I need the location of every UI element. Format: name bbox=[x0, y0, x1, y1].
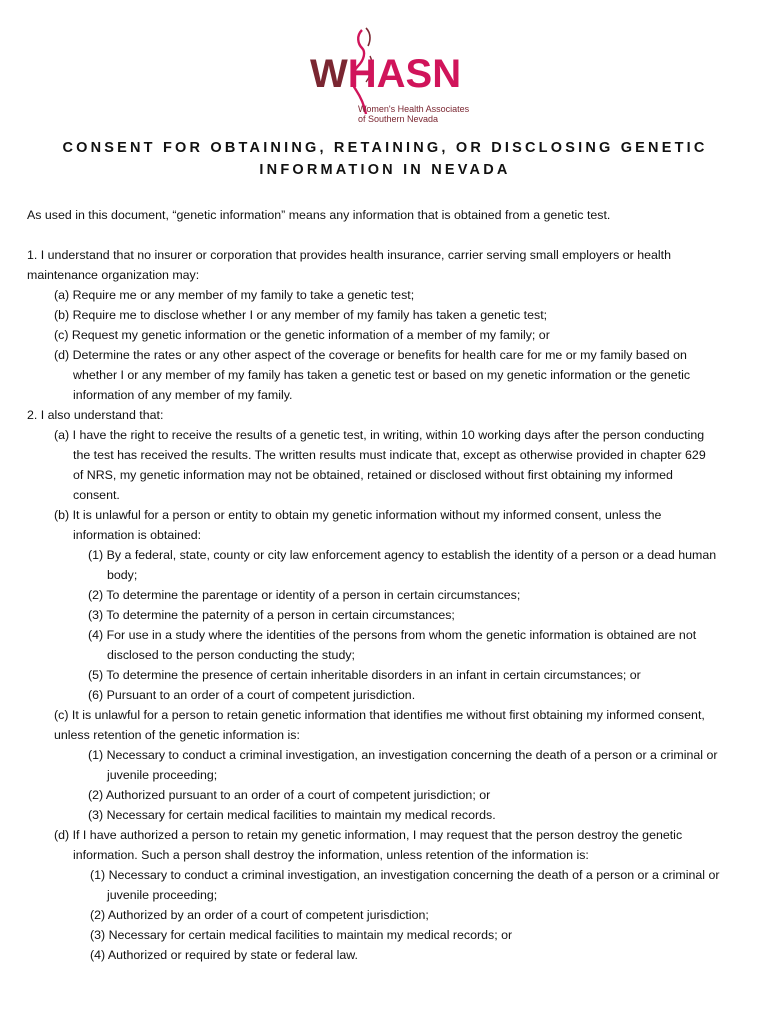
section1-item-d-line1: (d) Determine the rates or any other aspect of the coverage or benefits for health care for me or my family based on bbox=[54, 348, 687, 362]
practice-logo bbox=[300, 26, 470, 124]
section1-line2: maintenance organization may: bbox=[27, 268, 200, 282]
section2-item-c-line2: unless retention of the genetic information is: bbox=[54, 728, 300, 742]
section2-b-sub1-line2: body; bbox=[107, 568, 138, 582]
logo-wordmark-rest: HASN bbox=[347, 52, 462, 96]
section2-item-a-line3: of NRS, my genetic information may not be obtained, retained or disclosed without first obtaining my informed bbox=[73, 468, 673, 482]
section2-d-sub1-line2: juvenile proceeding; bbox=[107, 888, 218, 902]
consent-body bbox=[27, 205, 747, 965]
title-line1: CONSENT FOR OBTAINING, RETAINING, OR DISCLOSING GENETIC bbox=[62, 140, 708, 156]
section2-d-sub3: (3) Necessary for certain medical facilities to maintain my medical records; or bbox=[90, 928, 513, 942]
section2-b-sub6: (6) Pursuant to an order of a court of competent jurisdiction. bbox=[88, 688, 416, 702]
section1-item-a: (a) Require me or any member of my family to take a genetic test; bbox=[54, 288, 415, 302]
section2-b-sub2: (2) To determine the parentage or identity of a person in certain circumstances; bbox=[88, 588, 521, 602]
section2-d-sub4: (4) Authorized or required by state or federal law. bbox=[90, 948, 358, 962]
logo-subtitle bbox=[358, 104, 478, 124]
section1-item-b: (b) Require me to disclose whether I or any member of my family has taken a genetic test; bbox=[54, 308, 548, 322]
logo-subtitle-line1: Women's Health Associates bbox=[358, 104, 470, 114]
section2-item-d-line1: (d) If I have authorized a person to retain my genetic information, I may request that the person destroy the genetic bbox=[54, 828, 683, 842]
section1-line1: 1. I understand that no insurer or corporation that provides health insurance, carrier serving small employers or health bbox=[27, 248, 671, 262]
section2-c-sub2: (2) Authorized pursuant to an order of a court of competent jurisdiction; or bbox=[88, 788, 491, 802]
section2-c-sub3: (3) Necessary for certain medical facilities to maintain my medical records. bbox=[88, 808, 496, 822]
spacer bbox=[27, 225, 747, 245]
section2-item-b-line2: information is obtained: bbox=[73, 528, 202, 542]
section2-line1: 2. I also understand that: bbox=[27, 408, 164, 422]
section2-d-sub2: (2) Authorized by an order of a court of competent jurisdiction; bbox=[90, 908, 429, 922]
section2-item-c-line1: (c) It is unlawful for a person to retain genetic information that identifies me without first obtaining my informed consent, bbox=[54, 708, 705, 722]
section1-item-d-line2: whether I or any member of my family has taken a genetic test or based on my genetic information or the genetic bbox=[73, 368, 691, 382]
logo-subtitle-line2: of Southern Nevada bbox=[358, 114, 439, 124]
section2-b-sub4-line2: disclosed to the person conducting the study; bbox=[107, 648, 355, 662]
logo-wordmark bbox=[310, 54, 461, 94]
section2-item-d-line2: information. Such a person shall destroy the information, unless retention of the information is: bbox=[73, 848, 589, 862]
section2-c-sub1-line2: juvenile proceeding; bbox=[107, 768, 218, 782]
section2-b-sub1-line1: (1) By a federal, state, county or city law enforcement agency to establish the identity of a person or a dead human bbox=[88, 548, 717, 562]
section2-item-a-line1: (a) I have the right to receive the results of a genetic test, in writing, within 10 working days after the person conducting bbox=[54, 428, 705, 442]
section2-b-sub3: (3) To determine the paternity of a person in certain circumstances; bbox=[88, 608, 455, 622]
document-title bbox=[0, 137, 770, 181]
section1-item-c: (c) Request my genetic information or the genetic information of a member of my family; or bbox=[54, 328, 550, 342]
section2-item-a-line4: consent. bbox=[73, 488, 120, 502]
intro-paragraph: As used in this document, “genetic information” means any information that is obtained from a genetic test. bbox=[27, 208, 611, 222]
section1-item-d-line3: information of any member of my family. bbox=[73, 388, 293, 402]
logo-wordmark-w: W bbox=[310, 52, 348, 96]
title-line2: INFORMATION IN NEVADA bbox=[259, 162, 511, 178]
section2-item-a-line2: the test has received the results. The written results must indicate that, except as otherwise provided in chapter 629 bbox=[73, 448, 706, 462]
section2-b-sub4-line1: (4) For use in a study where the identities of the persons from whom the genetic information is obtained are not bbox=[88, 628, 697, 642]
section2-d-sub1-line1: (1) Necessary to conduct a criminal investigation, an investigation concerning the death of a person or a criminal or bbox=[90, 868, 720, 882]
section2-c-sub1-line1: (1) Necessary to conduct a criminal investigation, an investigation concerning the death of a person or a criminal or bbox=[88, 748, 718, 762]
section2-item-b-line1: (b) It is unlawful for a person or entity to obtain my genetic information without my informed consent, unless the bbox=[54, 508, 662, 522]
section2-b-sub5: (5) To determine the presence of certain inheritable disorders in an infant in certain circumstances; or bbox=[88, 668, 641, 682]
